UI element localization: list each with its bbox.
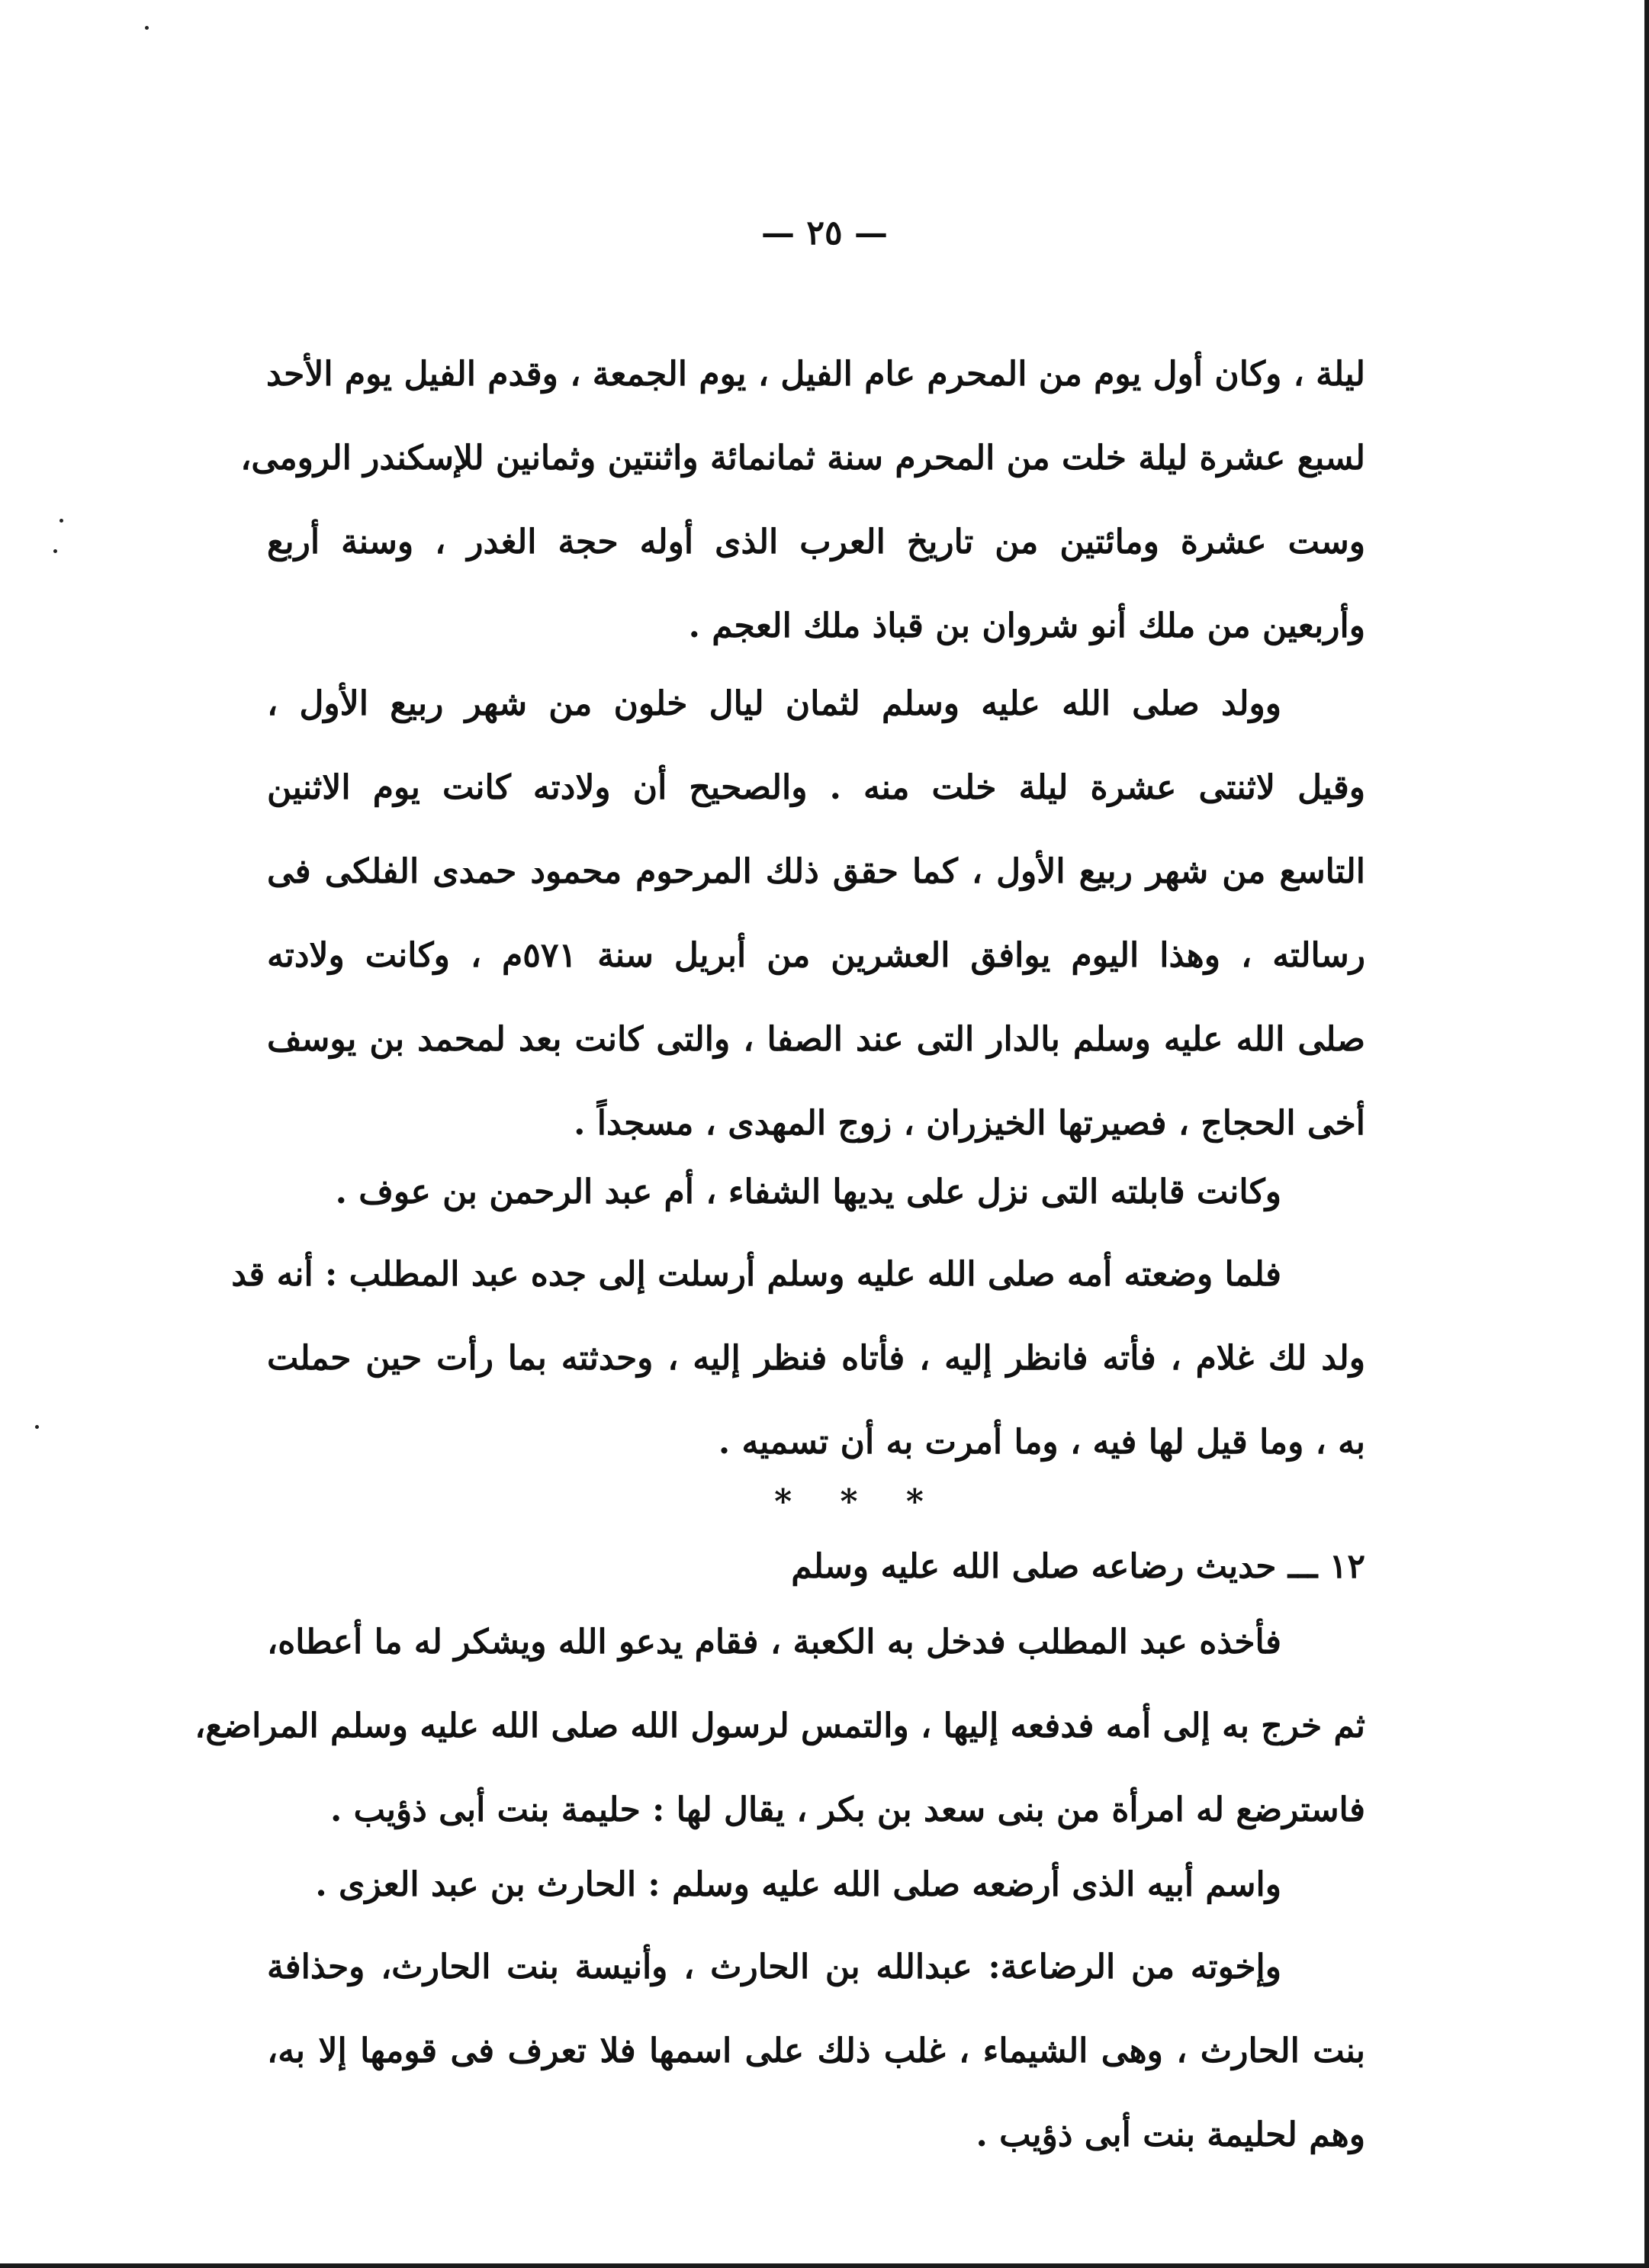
page-bottom-border <box>0 2263 1649 2268</box>
page-number: — ٢٥ — <box>761 214 888 253</box>
text-line: فأخذه عبد المطلب فدخل به الكعبة ، فقام يدعو الله ويشكر له ما أعطاه، <box>267 1623 1281 1662</box>
text-line: ثم خرج به إلى أمه فدفعه إليها ، والتمس لرسول الله صلى الله عليه وسلم المراضع، <box>194 1707 1365 1745</box>
scan-speck <box>53 549 57 553</box>
page-right-border <box>1644 0 1649 2268</box>
paragraph-opening <box>240 333 1365 668</box>
text-line: وأربعين من ملك أنو شروان بن قباذ ملك العجم . <box>688 606 1365 645</box>
text-line: وقيل لاثنتى عشرة ليلة خلت منه . والصحيح أن ولادته كانت يوم الاثنين <box>267 768 1365 807</box>
paragraph-foster-father <box>267 1843 1365 1927</box>
paragraph-foster-siblings <box>267 1925 1365 2177</box>
text-line: فاسترضع له امرأة من بنى سعد بن بكر ، يقال لها : حليمة بنت أبى ذؤيب . <box>329 1790 1365 1829</box>
separator-stars: * * * <box>774 1482 942 1521</box>
text-line: بنت الحارث ، وهى الشيماء ، غلب ذلك على اسمها فلا تعرف فى قومها إلا به، <box>267 2032 1365 2070</box>
text-line: رسالته ، وهذا اليوم يوافق العشرين من أبريل سنة ٥٧١م ، وكانت ولادته <box>267 936 1365 975</box>
paragraph-birth <box>267 662 1365 1166</box>
scan-speck <box>35 1425 39 1429</box>
text-line: به ، وما قيل لها فيه ، وما أمرت به أن تسميه . <box>718 1423 1365 1462</box>
text-line: أخى الحجاج ، فصيرتها الخيزران ، زوج المهدى ، مسجداً . <box>574 1104 1365 1143</box>
section-break <box>267 1475 1365 1605</box>
text-line: وهم لحليمة بنت أبى ذؤيب . <box>976 2115 1365 2154</box>
scan-speck <box>145 26 149 30</box>
text-line: لسبع عشرة ليلة خلت من المحرم سنة ثمانمائة واثنتين وثمانين للإسكندر الرومى، <box>240 439 1365 478</box>
scan-speck <box>59 519 63 523</box>
text-line: ليلة ، وكان أول يوم من المحرم عام الفيل ، يوم الجمعة ، وقدم الفيل يوم الأحد <box>266 355 1365 394</box>
text-line: فلما وضعته أمه صلى الله عليه وسلم أرسلت إلى جده عبد المطلب : أنه قد <box>231 1255 1281 1294</box>
text-line: واسم أبيه الذى أرضعه صلى الله عليه وسلم : الحارث بن عبد العزى . <box>315 1865 1281 1904</box>
text-line: ولد لك غلام ، فأته فانظر إليه ، فأتاه فنظر إليه ، وحدثته بما رأت حين حملت <box>267 1339 1365 1378</box>
text-line: التاسع من شهر ربيع الأول ، كما حقق ذلك المرحوم محمود حمدى الفلكى فى <box>267 852 1366 891</box>
text-line: وولد صلى الله عليه وسلم لثمان ليال خلون من شهر ربيع الأول ، <box>267 684 1281 723</box>
text-line: وإخوته من الرضاعة: عبدالله بن الحارث ، وأنيسة بنت الحارث، وحذافة <box>267 1948 1281 1987</box>
text-line: وست عشرة ومائتين من تاريخ العرب الذى أوله حجة الغدر ، وسنة أربع <box>267 523 1365 561</box>
paragraph-nursing <box>194 1600 1365 1852</box>
section-heading: ١٢ ـــ حديث رضاعه صلى الله عليه وسلم <box>791 1547 1365 1586</box>
text-line: وكانت قابلته التى نزل على يديها الشفاء ، أم عبد الرحمن بن عوف . <box>335 1173 1281 1211</box>
text-line: صلى الله عليه وسلم بالدار التى عند الصفا ، والتى كانت بعد لمحمد بن يوسف <box>267 1020 1365 1059</box>
paragraph-midwife <box>267 1150 1365 1234</box>
paragraph-message <box>231 1233 1365 1485</box>
